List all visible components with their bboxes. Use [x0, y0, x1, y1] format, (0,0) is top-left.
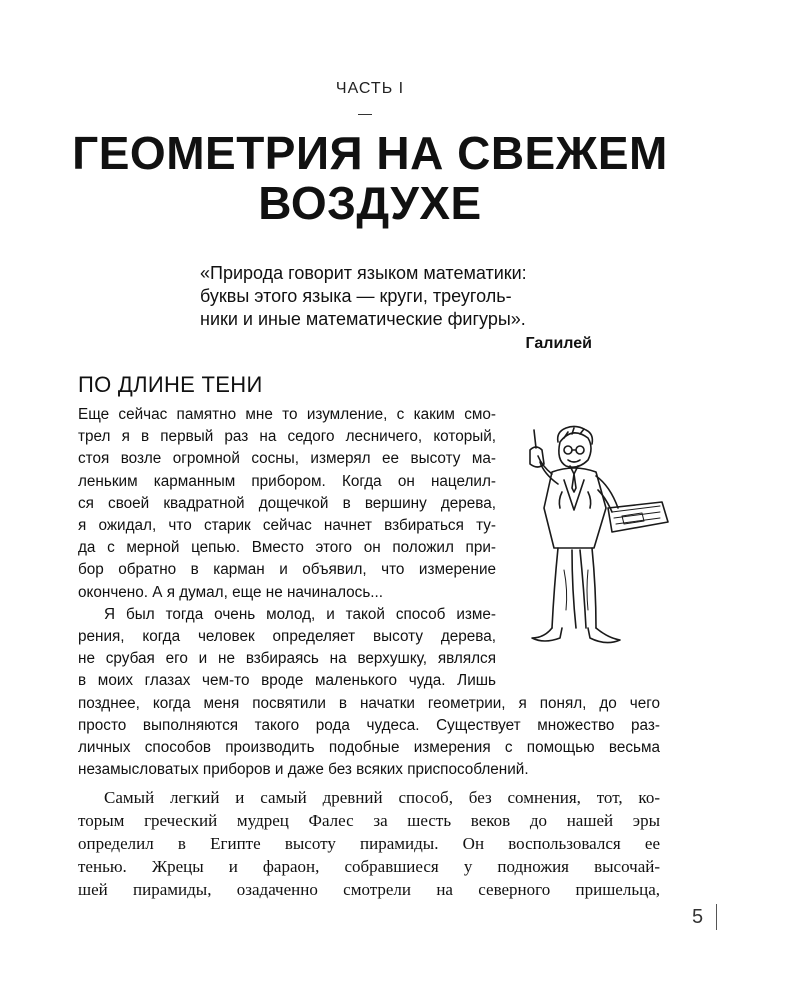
- text-line: определил в Египте высоту пирамиды. Он воспользовался ее: [78, 834, 660, 853]
- text-line: в моих глазах чем-то вроде маленького чуда. Лишь: [78, 672, 496, 690]
- section-heading: ПО ДЛИНЕ ТЕНИ: [78, 372, 263, 397]
- part-divider: [358, 114, 372, 115]
- text-line: тенью. Жрецы и фараон, собравшиеся у подножия высочай-: [78, 857, 660, 876]
- chapter-title-line-2: ВОЗДУХЕ: [258, 177, 482, 229]
- epigraph-line: буквы этого языка — круги, треуголь-: [200, 286, 512, 306]
- text-line: да с мерной цепью. Вместо этого он положил при-: [78, 539, 496, 557]
- text-line: незамысловатых приборов и даже без всяких приспособлений.: [78, 761, 529, 779]
- body-text: [78, 786, 660, 901]
- epigraph-author: Галилей: [525, 335, 592, 352]
- text-line: ся своей квадратной дощечкой в вершину дерева,: [78, 494, 496, 512]
- text-line: Еще сейчас памятно мне то изумление, с каким смо-: [78, 406, 496, 423]
- chapter-title: [0, 128, 740, 228]
- page-number: 5: [692, 906, 704, 928]
- text-line: леньким карманным прибором. Когда он нацелил-: [78, 472, 496, 490]
- text-line: не срубая его и не взбираясь на верхушку, являлся: [78, 650, 496, 668]
- epigraph-line: «Природа говорит языком математики:: [200, 263, 527, 283]
- part-label: ЧАСТЬ I: [335, 80, 405, 97]
- text-line: стоя возле огромной сосны, измерял ее высоту ма-: [78, 450, 496, 468]
- text-line: Самый легкий и самый древний способ, без сомнения, тот, ко-: [104, 788, 660, 807]
- text-line: шей пирамиды, озадаченно смотрели на северного пришельца,: [78, 880, 660, 899]
- page-number-divider: [716, 904, 717, 930]
- text-line: бор обратно в карман и объявил, что измерение: [78, 561, 496, 579]
- text-line: торым греческий мудрец Фалес за шесть веков до нашей эры: [78, 811, 660, 830]
- text-line: я ожидал, что старик сейчас начнет взбираться ту-: [78, 517, 496, 535]
- text-line: личных способов производить подобные измерения с помощью весьма: [78, 739, 660, 757]
- forester-with-instrument-icon: [512, 420, 672, 670]
- text-line: рения, когда человек определяет высоту дерева,: [78, 628, 496, 646]
- text-line: позднее, когда меня посвятили в начатки геометрии, я понял, до чего: [78, 694, 660, 712]
- text-line: окончено. А я думал, еще не начиналось...: [78, 583, 384, 601]
- text-line: Я был тогда очень молод, и такой способ изме-: [104, 605, 496, 623]
- text-line: трел я в первый раз на седого лесничего, который,: [78, 428, 496, 446]
- text-line: просто выполняются такого рода чудеса. Существует множество раз-: [78, 716, 660, 734]
- epigraph-line: ники и иные математические фигуры».: [200, 309, 526, 329]
- chapter-title-line-1: ГЕОМЕТРИЯ НА СВЕЖЕМ: [72, 127, 668, 179]
- epigraph: [200, 262, 592, 355]
